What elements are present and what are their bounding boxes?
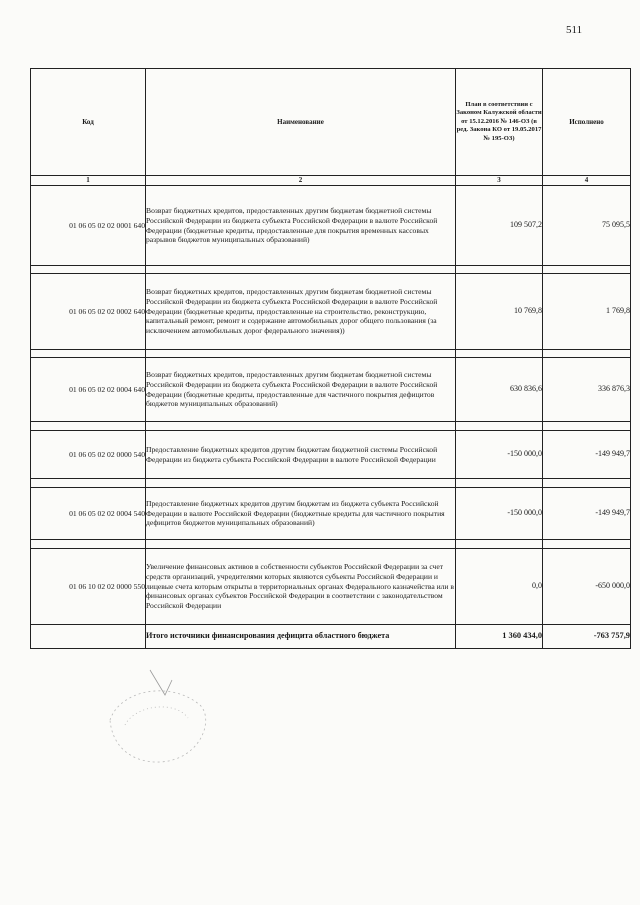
- column-number-1: 1: [31, 176, 146, 186]
- row-executed: 336 876,3: [543, 358, 631, 422]
- header-row: [31, 69, 631, 176]
- row-name: Возврат бюджетных кредитов, предоставленных другим бюджетам бюджетной системы Российской Федерации из бюджета субъекта Российской Федерации в валюте Российской Федерации (бюджетные кредиты, предоставленные для покрытия временных кассовых разрывов бюджетов муниципальных образований): [146, 186, 456, 266]
- row-plan: -150 000,0: [456, 488, 543, 540]
- row-code: 01 06 05 02 02 0002 640: [31, 274, 146, 350]
- budget-sources-table: [30, 68, 631, 649]
- column-number-4: 4: [543, 176, 631, 186]
- column-number-2: 2: [146, 176, 456, 186]
- row-plan: 0,0: [456, 549, 543, 625]
- row-separator: [31, 479, 631, 488]
- table-row: [31, 186, 631, 266]
- row-code: 01 06 05 02 02 0004 640: [31, 358, 146, 422]
- total-row: [31, 625, 631, 649]
- table-row: [31, 358, 631, 422]
- header-code: Код: [31, 69, 146, 176]
- page-number: 511: [566, 24, 583, 36]
- row-code: 01 06 05 02 02 0004 540: [31, 488, 146, 540]
- row-code: 01 06 05 02 02 0001 640: [31, 186, 146, 266]
- row-plan: 630 836,6: [456, 358, 543, 422]
- row-separator: [31, 422, 631, 431]
- column-number-3: 3: [456, 176, 543, 186]
- row-executed: 75 095,5: [543, 186, 631, 266]
- header-name: Наименование: [146, 69, 456, 176]
- total-label: Итого источники финансирования дефицита областного бюджета: [146, 625, 456, 649]
- row-name: Увеличение финансовых активов в собственности субъектов Российской Федерации за счет средств организаций, учредителями которых являются субъекты Российской Федерации и лицевые счета которым открыты в территориальных органах Федерального казначейства или в финансовых органах субъектов Российской Федерации в соответствии с законодательством Российской Федерации: [146, 549, 456, 625]
- row-name: Предоставление бюджетных кредитов другим бюджетам из бюджета субъекта Российской Федерации в валюте Российской Федерации (бюджетные кредиты для частичного покрытия дефицитов бюджетов муниципальных образований): [146, 488, 456, 540]
- total-executed: -763 757,9: [543, 625, 631, 649]
- row-executed: -650 000,0: [543, 549, 631, 625]
- row-code: 01 06 10 02 02 0000 550: [31, 549, 146, 625]
- row-plan: 10 769,8: [456, 274, 543, 350]
- row-separator: [31, 266, 631, 274]
- table-row: [31, 549, 631, 625]
- table-row: [31, 274, 631, 350]
- header-executed: Исполнено: [543, 69, 631, 176]
- row-plan: -150 000,0: [456, 431, 543, 479]
- row-code: 01 06 05 02 02 0000 540: [31, 431, 146, 479]
- row-executed: 1 769,8: [543, 274, 631, 350]
- row-name: Возврат бюджетных кредитов, предоставленных другим бюджетам бюджетной системы Российской Федерации из бюджета субъекта Российской Федерации в валюте Российской Федерации (бюджетные кредиты, предоставленные для частичного покрытия дефицитов бюджетов муниципальных образований): [146, 358, 456, 422]
- total-plan: 1 360 434,0: [456, 625, 543, 649]
- row-executed: -149 949,7: [543, 488, 631, 540]
- row-plan: 109 507,2: [456, 186, 543, 266]
- row-separator: [31, 350, 631, 358]
- row-executed: -149 949,7: [543, 431, 631, 479]
- row-name: Предоставление бюджетных кредитов другим бюджетам бюджетной системы Российской Федерации из бюджета субъекта Российской Федерации в валюте Российской Федерации: [146, 431, 456, 479]
- stamp-scribble: [90, 650, 230, 790]
- row-name: Возврат бюджетных кредитов, предоставленных другим бюджетам бюджетной системы Российской Федерации из бюджета субъекта Российской Федерации в валюте Российской Федерации (бюджетные кредиты, предоставленные на строительство, реконструкцию, капитальный ремонт, ремонт и содержание автомобильных дорог общего пользования (за исключением автомобильных дорог федерального значения)): [146, 274, 456, 350]
- row-separator: [31, 540, 631, 549]
- table-row: [31, 488, 631, 540]
- column-number-row: [31, 176, 631, 186]
- header-plan: План в соответствии с Законом Калужской области от 15.12.2016 № 146-ОЗ (в ред. Закона КО от 19.05.2017 № 195-ОЗ): [456, 69, 543, 176]
- table-row: [31, 431, 631, 479]
